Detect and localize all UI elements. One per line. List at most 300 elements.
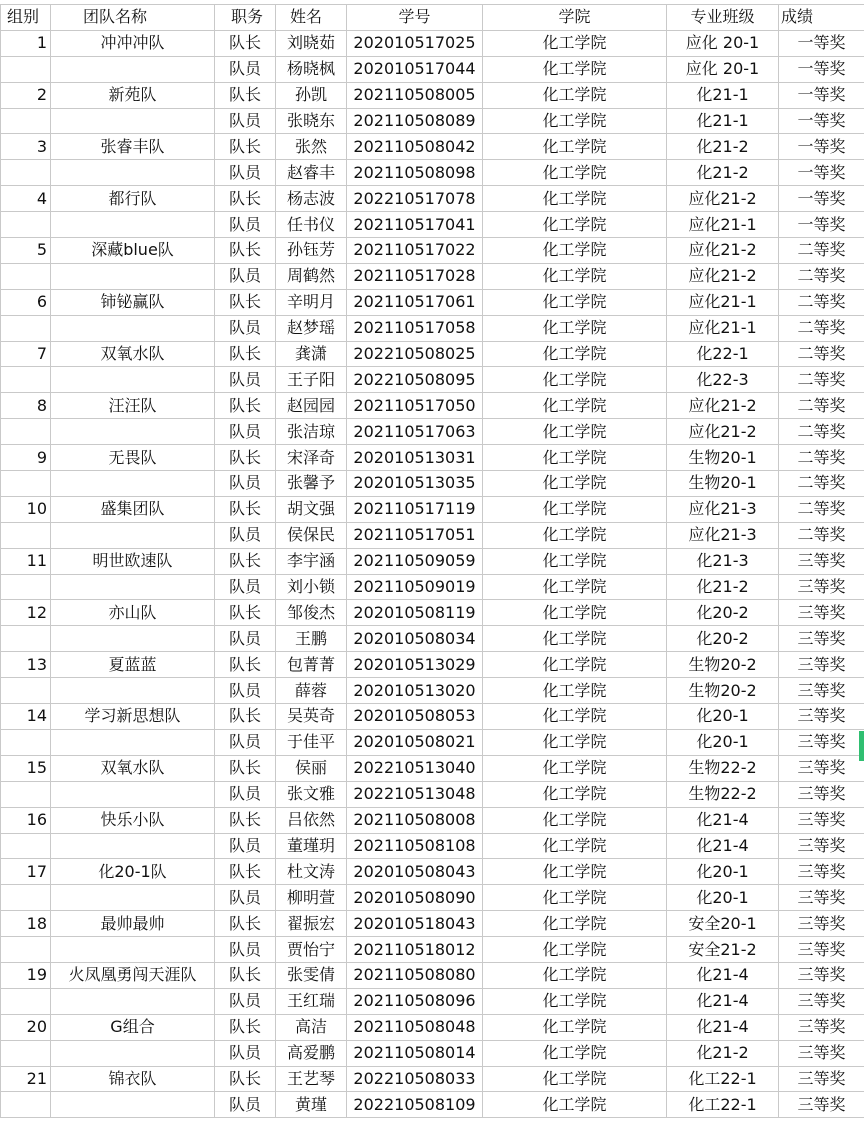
cell-major-class[interactable]: 应化21-1 [667, 315, 779, 341]
cell-name[interactable]: 吴英奇 [276, 704, 347, 730]
cell-team[interactable] [51, 781, 215, 807]
cell-role[interactable]: 队长 [215, 1066, 276, 1092]
cell-name[interactable]: 杨晓枫 [276, 56, 347, 82]
cell-major-class[interactable]: 化21-4 [667, 1014, 779, 1040]
cell-name[interactable]: 包菁菁 [276, 652, 347, 678]
cell-result[interactable]: 三等奖 [779, 1092, 864, 1118]
cell-group[interactable] [1, 1092, 51, 1118]
cell-team[interactable] [51, 574, 215, 600]
cell-college[interactable]: 化工学院 [483, 911, 667, 937]
cell-role[interactable]: 队员 [215, 678, 276, 704]
cell-student-id[interactable]: 202210508033 [347, 1066, 483, 1092]
cell-major-class[interactable]: 化工22-1 [667, 1092, 779, 1118]
cell-role[interactable]: 队长 [215, 600, 276, 626]
cell-team[interactable]: 双氧水队 [51, 341, 215, 367]
cell-team[interactable]: 快乐小队 [51, 807, 215, 833]
cell-team[interactable]: 盛集团队 [51, 496, 215, 522]
cell-student-id[interactable]: 202110508014 [347, 1040, 483, 1066]
cell-major-class[interactable]: 化20-1 [667, 859, 779, 885]
cell-student-id[interactable]: 202010508090 [347, 885, 483, 911]
cell-name[interactable]: 王艺琴 [276, 1066, 347, 1092]
cell-college[interactable]: 化工学院 [483, 729, 667, 755]
cell-result[interactable]: 一等奖 [779, 160, 864, 186]
cell-result[interactable]: 三等奖 [779, 600, 864, 626]
cell-team[interactable]: 都行队 [51, 186, 215, 212]
cell-team[interactable]: 张睿丰队 [51, 134, 215, 160]
cell-result[interactable]: 三等奖 [779, 988, 864, 1014]
cell-major-class[interactable]: 化21-2 [667, 574, 779, 600]
cell-college[interactable]: 化工学院 [483, 781, 667, 807]
cell-major-class[interactable]: 化21-1 [667, 82, 779, 108]
cell-college[interactable]: 化工学院 [483, 937, 667, 963]
cell-student-id[interactable]: 202210508095 [347, 367, 483, 393]
cell-student-id[interactable]: 202210508025 [347, 341, 483, 367]
cell-major-class[interactable]: 生物20-2 [667, 652, 779, 678]
cell-result[interactable]: 一等奖 [779, 134, 864, 160]
cell-group[interactable]: 11 [1, 548, 51, 574]
cell-name[interactable]: 薛蓉 [276, 678, 347, 704]
cell-group[interactable]: 14 [1, 704, 51, 730]
cell-result[interactable]: 一等奖 [779, 108, 864, 134]
cell-group[interactable]: 4 [1, 186, 51, 212]
cell-team[interactable]: 冲冲冲队 [51, 30, 215, 56]
cell-result[interactable]: 三等奖 [779, 859, 864, 885]
cell-college[interactable]: 化工学院 [483, 600, 667, 626]
cell-team[interactable] [51, 160, 215, 186]
cell-name[interactable]: 邹俊杰 [276, 600, 347, 626]
cell-college[interactable]: 化工学院 [483, 885, 667, 911]
cell-major-class[interactable]: 化21-2 [667, 1040, 779, 1066]
cell-student-id[interactable]: 202110517051 [347, 522, 483, 548]
cell-college[interactable]: 化工学院 [483, 289, 667, 315]
cell-student-id[interactable]: 202110508005 [347, 82, 483, 108]
cell-college[interactable]: 化工学院 [483, 315, 667, 341]
cell-student-id[interactable]: 202010513031 [347, 445, 483, 471]
cell-college[interactable]: 化工学院 [483, 496, 667, 522]
cell-group[interactable] [1, 263, 51, 289]
cell-team[interactable]: 双氧水队 [51, 755, 215, 781]
cell-student-id[interactable]: 202010508021 [347, 729, 483, 755]
cell-result[interactable]: 三等奖 [779, 626, 864, 652]
cell-result[interactable]: 二等奖 [779, 315, 864, 341]
cell-name[interactable]: 张晓东 [276, 108, 347, 134]
cell-role[interactable]: 队员 [215, 263, 276, 289]
cell-role[interactable]: 队长 [215, 652, 276, 678]
scroll-marker[interactable] [859, 731, 864, 761]
cell-college[interactable]: 化工学院 [483, 833, 667, 859]
cell-name[interactable]: 柳明萱 [276, 885, 347, 911]
cell-name[interactable]: 高洁 [276, 1014, 347, 1040]
cell-major-class[interactable]: 化21-4 [667, 807, 779, 833]
cell-name[interactable]: 王红瑞 [276, 988, 347, 1014]
cell-major-class[interactable]: 化22-1 [667, 341, 779, 367]
cell-role[interactable]: 队员 [215, 833, 276, 859]
cell-team[interactable]: 化20-1队 [51, 859, 215, 885]
cell-role[interactable]: 队长 [215, 755, 276, 781]
cell-major-class[interactable]: 应化 20-1 [667, 56, 779, 82]
cell-student-id[interactable]: 202010513020 [347, 678, 483, 704]
cell-role[interactable]: 队员 [215, 574, 276, 600]
cell-name[interactable]: 宋泽奇 [276, 445, 347, 471]
cell-student-id[interactable]: 202110509059 [347, 548, 483, 574]
cell-name[interactable]: 赵睿丰 [276, 160, 347, 186]
cell-result[interactable]: 一等奖 [779, 212, 864, 238]
cell-team[interactable] [51, 263, 215, 289]
cell-name[interactable]: 吕依然 [276, 807, 347, 833]
cell-team[interactable]: 明世欧速队 [51, 548, 215, 574]
cell-major-class[interactable]: 应化21-2 [667, 186, 779, 212]
cell-team[interactable] [51, 56, 215, 82]
cell-role[interactable]: 队员 [215, 56, 276, 82]
cell-student-id[interactable]: 202210513040 [347, 755, 483, 781]
cell-major-class[interactable]: 应化21-1 [667, 212, 779, 238]
cell-group[interactable]: 15 [1, 755, 51, 781]
cell-team[interactable]: 新苑队 [51, 82, 215, 108]
cell-major-class[interactable]: 化20-2 [667, 626, 779, 652]
cell-role[interactable]: 队长 [215, 859, 276, 885]
cell-result[interactable]: 二等奖 [779, 393, 864, 419]
cell-role[interactable]: 队员 [215, 367, 276, 393]
cell-major-class[interactable]: 安全20-1 [667, 911, 779, 937]
cell-college[interactable]: 化工学院 [483, 574, 667, 600]
cell-group[interactable] [1, 56, 51, 82]
cell-major-class[interactable]: 生物20-1 [667, 445, 779, 471]
cell-team[interactable] [51, 729, 215, 755]
cell-team[interactable] [51, 1040, 215, 1066]
cell-result[interactable]: 三等奖 [779, 1066, 864, 1092]
cell-role[interactable]: 队员 [215, 626, 276, 652]
cell-student-id[interactable]: 202010508034 [347, 626, 483, 652]
cell-major-class[interactable]: 应化21-3 [667, 496, 779, 522]
cell-result[interactable]: 三等奖 [779, 755, 864, 781]
cell-group[interactable] [1, 833, 51, 859]
cell-college[interactable]: 化工学院 [483, 755, 667, 781]
cell-college[interactable]: 化工学院 [483, 988, 667, 1014]
cell-role[interactable]: 队员 [215, 937, 276, 963]
cell-major-class[interactable]: 化20-1 [667, 885, 779, 911]
cell-role[interactable]: 队员 [215, 315, 276, 341]
cell-team[interactable]: 无畏队 [51, 445, 215, 471]
cell-result[interactable]: 二等奖 [779, 341, 864, 367]
cell-group[interactable] [1, 315, 51, 341]
cell-name[interactable]: 黄瑾 [276, 1092, 347, 1118]
cell-major-class[interactable]: 应化21-2 [667, 419, 779, 445]
cell-major-class[interactable]: 安全21-2 [667, 937, 779, 963]
cell-major-class[interactable]: 应化21-2 [667, 238, 779, 264]
cell-student-id[interactable]: 202210513048 [347, 781, 483, 807]
cell-college[interactable]: 化工学院 [483, 30, 667, 56]
cell-major-class[interactable]: 应化21-2 [667, 263, 779, 289]
cell-major-class[interactable]: 化21-2 [667, 134, 779, 160]
cell-student-id[interactable]: 202110517022 [347, 238, 483, 264]
cell-name[interactable]: 胡文强 [276, 496, 347, 522]
cell-major-class[interactable]: 化21-4 [667, 962, 779, 988]
cell-major-class[interactable]: 生物20-1 [667, 471, 779, 497]
cell-group[interactable] [1, 367, 51, 393]
cell-group[interactable]: 5 [1, 238, 51, 264]
cell-name[interactable]: 张雯倩 [276, 962, 347, 988]
cell-group[interactable] [1, 522, 51, 548]
cell-team[interactable] [51, 419, 215, 445]
cell-result[interactable]: 三等奖 [779, 1014, 864, 1040]
cell-result[interactable]: 三等奖 [779, 781, 864, 807]
cell-group[interactable] [1, 729, 51, 755]
cell-result[interactable]: 三等奖 [779, 1040, 864, 1066]
cell-name[interactable]: 孙钰芳 [276, 238, 347, 264]
cell-team[interactable]: G组合 [51, 1014, 215, 1040]
cell-result[interactable]: 二等奖 [779, 445, 864, 471]
cell-group[interactable]: 10 [1, 496, 51, 522]
cell-result[interactable]: 三等奖 [779, 704, 864, 730]
cell-group[interactable]: 17 [1, 859, 51, 885]
cell-major-class[interactable]: 生物20-2 [667, 678, 779, 704]
cell-name[interactable]: 杨志波 [276, 186, 347, 212]
cell-name[interactable]: 周鹤然 [276, 263, 347, 289]
cell-role[interactable]: 队员 [215, 1092, 276, 1118]
cell-team[interactable]: 火凤凰勇闯天涯队 [51, 962, 215, 988]
cell-result[interactable]: 三等奖 [779, 807, 864, 833]
cell-role[interactable]: 队员 [215, 1040, 276, 1066]
cell-role[interactable]: 队长 [215, 238, 276, 264]
cell-name[interactable]: 赵梦瑶 [276, 315, 347, 341]
cell-team[interactable] [51, 108, 215, 134]
cell-role[interactable]: 队员 [215, 419, 276, 445]
cell-student-id[interactable]: 202110517063 [347, 419, 483, 445]
cell-role[interactable]: 队长 [215, 289, 276, 315]
cell-major-class[interactable]: 应化21-2 [667, 393, 779, 419]
cell-group[interactable] [1, 1040, 51, 1066]
cell-college[interactable]: 化工学院 [483, 1092, 667, 1118]
cell-team[interactable] [51, 1092, 215, 1118]
cell-major-class[interactable]: 化21-3 [667, 548, 779, 574]
cell-group[interactable] [1, 626, 51, 652]
cell-group[interactable]: 1 [1, 30, 51, 56]
cell-college[interactable]: 化工学院 [483, 522, 667, 548]
cell-college[interactable]: 化工学院 [483, 1066, 667, 1092]
cell-role[interactable]: 队员 [215, 988, 276, 1014]
cell-group[interactable] [1, 885, 51, 911]
cell-student-id[interactable]: 202110508008 [347, 807, 483, 833]
cell-name[interactable]: 张馨予 [276, 471, 347, 497]
cell-team[interactable]: 深藏blue队 [51, 238, 215, 264]
cell-student-id[interactable]: 202010517025 [347, 30, 483, 56]
cell-team[interactable]: 铈铋赢队 [51, 289, 215, 315]
cell-role[interactable]: 队长 [215, 341, 276, 367]
cell-college[interactable]: 化工学院 [483, 238, 667, 264]
cell-student-id[interactable]: 202010513029 [347, 652, 483, 678]
cell-team[interactable] [51, 885, 215, 911]
cell-team[interactable] [51, 678, 215, 704]
cell-name[interactable]: 张文雅 [276, 781, 347, 807]
cell-name[interactable]: 张然 [276, 134, 347, 160]
cell-major-class[interactable]: 化工22-1 [667, 1066, 779, 1092]
cell-college[interactable]: 化工学院 [483, 652, 667, 678]
cell-result[interactable]: 一等奖 [779, 30, 864, 56]
cell-group[interactable]: 13 [1, 652, 51, 678]
cell-name[interactable]: 张洁琼 [276, 419, 347, 445]
cell-role[interactable]: 队长 [215, 496, 276, 522]
cell-college[interactable]: 化工学院 [483, 82, 667, 108]
cell-college[interactable]: 化工学院 [483, 108, 667, 134]
cell-role[interactable]: 队长 [215, 704, 276, 730]
cell-group[interactable] [1, 574, 51, 600]
cell-major-class[interactable]: 化21-1 [667, 108, 779, 134]
cell-major-class[interactable]: 应化21-3 [667, 522, 779, 548]
cell-result[interactable]: 二等奖 [779, 496, 864, 522]
cell-result[interactable]: 二等奖 [779, 289, 864, 315]
cell-role[interactable]: 队长 [215, 393, 276, 419]
cell-major-class[interactable]: 应化21-1 [667, 289, 779, 315]
cell-team[interactable] [51, 937, 215, 963]
cell-result[interactable]: 三等奖 [779, 911, 864, 937]
cell-role[interactable]: 队员 [215, 160, 276, 186]
cell-major-class[interactable]: 化20-1 [667, 729, 779, 755]
cell-college[interactable]: 化工学院 [483, 367, 667, 393]
cell-role[interactable]: 队长 [215, 445, 276, 471]
cell-team[interactable] [51, 626, 215, 652]
cell-group[interactable] [1, 108, 51, 134]
cell-college[interactable]: 化工学院 [483, 212, 667, 238]
cell-team[interactable] [51, 212, 215, 238]
cell-group[interactable] [1, 160, 51, 186]
cell-group[interactable]: 18 [1, 911, 51, 937]
cell-role[interactable]: 队长 [215, 1014, 276, 1040]
cell-college[interactable]: 化工学院 [483, 56, 667, 82]
cell-team[interactable] [51, 315, 215, 341]
cell-result[interactable]: 三等奖 [779, 652, 864, 678]
cell-college[interactable]: 化工学院 [483, 962, 667, 988]
cell-college[interactable]: 化工学院 [483, 1040, 667, 1066]
cell-student-id[interactable]: 202110517058 [347, 315, 483, 341]
cell-result[interactable]: 三等奖 [779, 678, 864, 704]
cell-result[interactable]: 三等奖 [779, 729, 864, 755]
cell-group[interactable] [1, 212, 51, 238]
cell-name[interactable]: 刘小锁 [276, 574, 347, 600]
cell-group[interactable]: 20 [1, 1014, 51, 1040]
cell-role[interactable]: 队员 [215, 729, 276, 755]
cell-result[interactable]: 三等奖 [779, 574, 864, 600]
cell-result[interactable]: 三等奖 [779, 885, 864, 911]
cell-result[interactable]: 二等奖 [779, 471, 864, 497]
cell-student-id[interactable]: 202210517078 [347, 186, 483, 212]
cell-student-id[interactable]: 202010508119 [347, 600, 483, 626]
cell-role[interactable]: 队长 [215, 807, 276, 833]
cell-college[interactable]: 化工学院 [483, 471, 667, 497]
cell-name[interactable]: 杜文涛 [276, 859, 347, 885]
cell-student-id[interactable]: 202210508109 [347, 1092, 483, 1118]
cell-student-id[interactable]: 202110518012 [347, 937, 483, 963]
cell-result[interactable]: 一等奖 [779, 186, 864, 212]
cell-role[interactable]: 队长 [215, 911, 276, 937]
cell-student-id[interactable]: 202110508048 [347, 1014, 483, 1040]
cell-student-id[interactable]: 202110509019 [347, 574, 483, 600]
cell-student-id[interactable]: 202110508098 [347, 160, 483, 186]
cell-group[interactable]: 21 [1, 1066, 51, 1092]
cell-college[interactable]: 化工学院 [483, 186, 667, 212]
cell-student-id[interactable]: 202110517061 [347, 289, 483, 315]
cell-student-id[interactable]: 202010508053 [347, 704, 483, 730]
cell-team[interactable] [51, 833, 215, 859]
cell-team[interactable] [51, 471, 215, 497]
cell-name[interactable]: 王子阳 [276, 367, 347, 393]
cell-result[interactable]: 二等奖 [779, 238, 864, 264]
cell-name[interactable]: 龚潇 [276, 341, 347, 367]
cell-group[interactable]: 2 [1, 82, 51, 108]
cell-role[interactable]: 队长 [215, 962, 276, 988]
cell-major-class[interactable]: 化20-2 [667, 600, 779, 626]
cell-result[interactable]: 三等奖 [779, 548, 864, 574]
cell-team[interactable]: 最帅最帅 [51, 911, 215, 937]
cell-name[interactable]: 于佳平 [276, 729, 347, 755]
cell-group[interactable] [1, 937, 51, 963]
cell-college[interactable]: 化工学院 [483, 807, 667, 833]
cell-role[interactable]: 队长 [215, 82, 276, 108]
cell-team[interactable]: 汪汪队 [51, 393, 215, 419]
cell-group[interactable] [1, 781, 51, 807]
cell-team[interactable]: 锦衣队 [51, 1066, 215, 1092]
cell-student-id[interactable]: 202110508042 [347, 134, 483, 160]
cell-group[interactable]: 8 [1, 393, 51, 419]
cell-result[interactable]: 二等奖 [779, 367, 864, 393]
cell-major-class[interactable]: 化21-4 [667, 988, 779, 1014]
cell-student-id[interactable]: 202110517028 [347, 263, 483, 289]
cell-name[interactable]: 贾怡宁 [276, 937, 347, 963]
cell-role[interactable]: 队长 [215, 30, 276, 56]
cell-name[interactable]: 王鹏 [276, 626, 347, 652]
cell-name[interactable]: 辛明月 [276, 289, 347, 315]
cell-group[interactable] [1, 678, 51, 704]
cell-student-id[interactable]: 202110508096 [347, 988, 483, 1014]
cell-major-class[interactable]: 生物22-2 [667, 755, 779, 781]
cell-major-class[interactable]: 化21-2 [667, 160, 779, 186]
cell-role[interactable]: 队员 [215, 781, 276, 807]
cell-role[interactable]: 队长 [215, 548, 276, 574]
cell-college[interactable]: 化工学院 [483, 341, 667, 367]
cell-result[interactable]: 三等奖 [779, 833, 864, 859]
cell-role[interactable]: 队员 [215, 885, 276, 911]
cell-result[interactable]: 三等奖 [779, 937, 864, 963]
cell-result[interactable]: 一等奖 [779, 82, 864, 108]
cell-team[interactable] [51, 988, 215, 1014]
cell-group[interactable]: 16 [1, 807, 51, 833]
cell-team[interactable]: 学习新思想队 [51, 704, 215, 730]
cell-team[interactable] [51, 522, 215, 548]
cell-group[interactable]: 6 [1, 289, 51, 315]
cell-college[interactable]: 化工学院 [483, 704, 667, 730]
cell-result[interactable]: 二等奖 [779, 263, 864, 289]
cell-group[interactable]: 9 [1, 445, 51, 471]
cell-role[interactable]: 队员 [215, 212, 276, 238]
cell-team[interactable]: 夏蓝蓝 [51, 652, 215, 678]
cell-college[interactable]: 化工学院 [483, 134, 667, 160]
cell-result[interactable]: 二等奖 [779, 522, 864, 548]
cell-result[interactable]: 二等奖 [779, 419, 864, 445]
cell-name[interactable]: 高爱鹏 [276, 1040, 347, 1066]
cell-group[interactable]: 12 [1, 600, 51, 626]
cell-student-id[interactable]: 202110517041 [347, 212, 483, 238]
cell-major-class[interactable]: 化22-3 [667, 367, 779, 393]
cell-college[interactable]: 化工学院 [483, 859, 667, 885]
cell-name[interactable]: 侯丽 [276, 755, 347, 781]
cell-college[interactable]: 化工学院 [483, 160, 667, 186]
cell-group[interactable] [1, 419, 51, 445]
cell-student-id[interactable]: 202010508043 [347, 859, 483, 885]
cell-student-id[interactable]: 202110508108 [347, 833, 483, 859]
cell-student-id[interactable]: 202010513035 [347, 471, 483, 497]
cell-role[interactable]: 队长 [215, 134, 276, 160]
cell-group[interactable]: 7 [1, 341, 51, 367]
cell-major-class[interactable]: 化21-4 [667, 833, 779, 859]
